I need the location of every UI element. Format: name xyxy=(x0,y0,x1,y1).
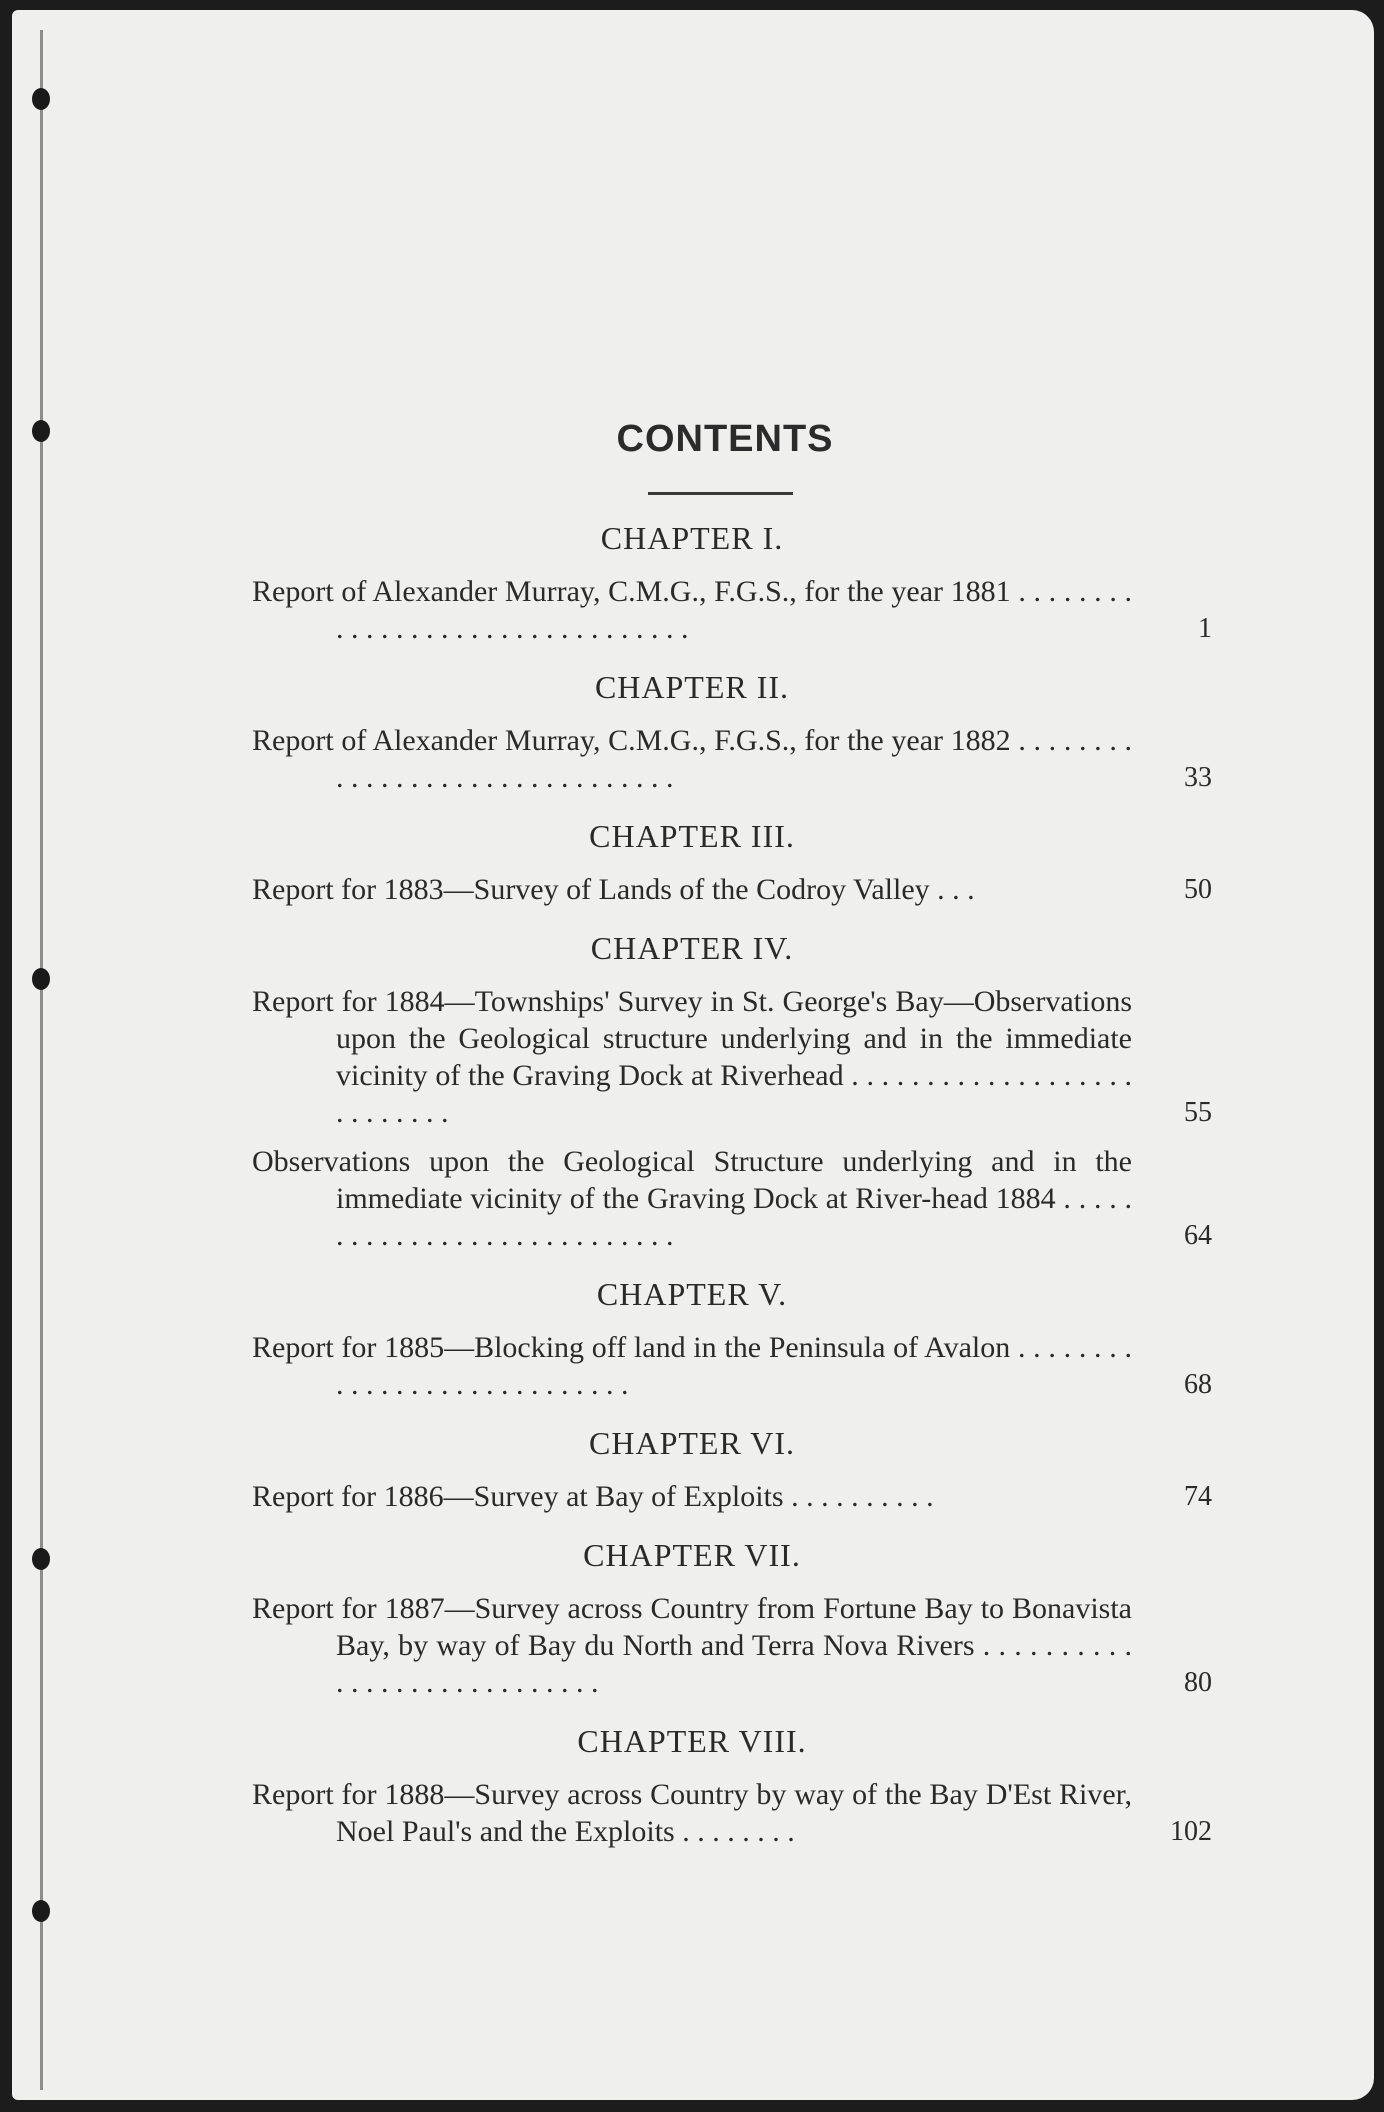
toc-entry xyxy=(252,1329,1212,1403)
entry-title: Report for 1886—Survey at Bay of Exploits . . . . . . . . . . xyxy=(252,1480,934,1513)
binding-hole xyxy=(32,1548,50,1570)
chapter-section xyxy=(252,1276,1212,1403)
chapter-section xyxy=(252,818,1212,908)
binding-hole xyxy=(32,1900,50,1922)
entry-title: Report of Alexander Murray, C.M.G., F.G.S., for the year 1882 . . . . . . . . . . . . . . . . . . . . . . . . . . . . . . . xyxy=(252,724,1132,794)
chapter-heading: CHAPTER V. xyxy=(596,1276,788,1312)
entry-page-number: 80 xyxy=(1184,1667,1212,1698)
chapter-heading: CHAPTER I. xyxy=(600,520,784,556)
chapter-section xyxy=(252,1723,1212,1850)
chapter-section xyxy=(252,930,1212,1254)
entry-page-number: 50 xyxy=(1184,874,1212,905)
entry-title: Report for 1887—Survey across Country from Fortune Bay to Bonavista Bay, by way of Bay du North and Terra Nova Rivers . . . . . . . . . . . . . . . . . . . . . . . . . . . . xyxy=(252,1592,1132,1699)
toc-entry xyxy=(252,1143,1212,1254)
binding-hole xyxy=(32,420,50,442)
entry-title: Report for 1883—Survey of Lands of the Codroy Valley . . . xyxy=(252,873,975,906)
toc-entry xyxy=(252,1590,1212,1701)
toc-entry xyxy=(252,722,1212,796)
entry-page-number: 74 xyxy=(1184,1481,1212,1512)
entry-title: Report for 1885—Blocking off land in the Peninsula of Avalon . . . . . . . . . . . . . . . . . . . . . . . . . . . . xyxy=(252,1331,1132,1401)
toc-entry xyxy=(252,983,1212,1131)
chapter-heading: CHAPTER VI. xyxy=(589,1425,795,1461)
title-rule xyxy=(648,492,793,495)
entry-title: Report for 1884—Townships' Survey in St. George's Bay—Observations upon the Geological structure underlying and in the immediate vicinity of the Graving Dock at Riverhead . . . . . . . . . . . . . . . . . . . . . . . . . . . xyxy=(252,985,1132,1129)
chapter-section xyxy=(252,1537,1212,1701)
chapter-heading: CHAPTER IV. xyxy=(590,930,794,966)
chapter-section xyxy=(252,520,1212,647)
page-spine xyxy=(40,30,43,2090)
entry-page-number: 68 xyxy=(1184,1369,1212,1400)
contents-title: CONTENTS xyxy=(616,418,834,460)
entry-page-number: 102 xyxy=(1170,1816,1212,1847)
chapter-heading: CHAPTER III. xyxy=(589,818,795,854)
entry-title: Report of Alexander Murray, C.M.G., F.G.S., for the year 1881 . . . . . . . . . . . . . . . . . . . . . . . . . . . . . . . . xyxy=(252,575,1132,645)
binding-hole xyxy=(32,968,50,990)
chapter-section xyxy=(252,669,1212,796)
chapter-heading: CHAPTER VII. xyxy=(583,1537,801,1573)
toc-entry xyxy=(252,573,1212,647)
binding-hole xyxy=(32,88,50,110)
entry-page-number: 64 xyxy=(1184,1220,1212,1251)
chapter-heading: CHAPTER II. xyxy=(594,669,790,705)
entry-title: Observations upon the Geological Structure underlying and in the immediate vicinity of the Graving Dock at River-head 1884 . . . . . . . . . . . . . . . . . . . . . . . . . . . . xyxy=(252,1145,1132,1252)
chapter-section xyxy=(252,1425,1212,1515)
table-of-contents xyxy=(252,520,1212,1872)
entry-title: Report for 1888—Survey across Country by way of the Bay D'Est River, Noel Paul's and the Exploits . . . . . . . . xyxy=(252,1778,1132,1848)
entry-page-number: 33 xyxy=(1184,762,1212,793)
entry-page-number: 1 xyxy=(1198,613,1212,644)
toc-entry xyxy=(252,1776,1212,1850)
toc-entry xyxy=(252,1478,1212,1515)
entry-page-number: 55 xyxy=(1184,1097,1212,1128)
toc-entry xyxy=(252,871,1212,908)
chapter-heading: CHAPTER VIII. xyxy=(577,1723,807,1759)
